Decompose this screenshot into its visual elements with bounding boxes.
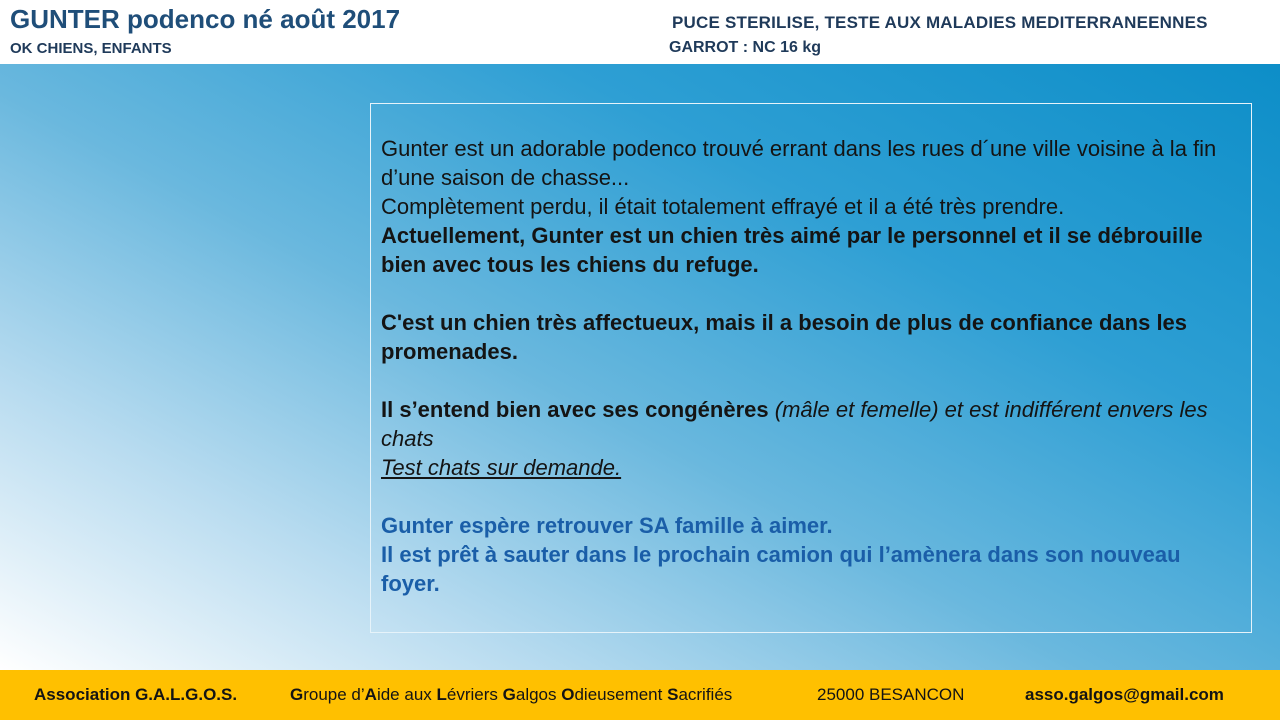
full-name-part: O bbox=[561, 685, 575, 704]
association-city: 25000 BESANCON bbox=[817, 685, 965, 704]
full-name-part: A bbox=[364, 685, 377, 704]
cat-test-note: Test chats sur demande. bbox=[381, 455, 622, 480]
header bbox=[0, 0, 1280, 64]
full-name-part: évriers bbox=[446, 685, 503, 704]
full-name-part: L bbox=[436, 685, 447, 704]
temperament-paragraph: C'est un chien très affectueux, mais il a besoin de plus de confiance dans les promenades. bbox=[381, 310, 1188, 364]
full-name-part: G bbox=[502, 685, 516, 704]
full-name-part: roupe d’ bbox=[303, 685, 365, 704]
intro-paragraph: Gunter est un adorable podenco trouvé errant dans les rues d´une ville voisine à la fin d’une saison de chasse... bbox=[381, 136, 1217, 190]
footer-bar bbox=[0, 670, 1280, 720]
page-title: GUNTER podenco né août 2017 bbox=[10, 4, 401, 34]
full-name-part: acrifiés bbox=[678, 685, 733, 704]
contact-email[interactable]: asso.galgos@gmail.com bbox=[1025, 685, 1224, 704]
height-weight-line: GARROT : NC 16 kg bbox=[669, 39, 822, 56]
family-wish: Gunter espère retrouver SA famille à aimer. bbox=[381, 513, 833, 538]
compatibility-paragraph bbox=[381, 395, 1241, 453]
compatibility-line: OK CHIENS, ENFANTS bbox=[10, 40, 172, 57]
shelter-paragraph: Actuellement, Gunter est un chien très aimé par le personnel et il se débrouille bien avec tous les chiens du refuge. bbox=[381, 223, 1203, 277]
full-name-part: algos bbox=[515, 685, 562, 704]
compatibility-italic: (mâle et femelle) et est indifférent envers les chats bbox=[381, 397, 1208, 451]
compatibility-bold: Il s’entend bien avec ses congénères bbox=[381, 397, 769, 422]
full-name-part: S bbox=[667, 685, 679, 704]
association-name: Association G.A.L.G.O.S. bbox=[34, 685, 238, 704]
history-paragraph: Complètement perdu, il était totalement effrayé et il a été très prendre. bbox=[381, 194, 1065, 219]
full-name-part: G bbox=[290, 685, 304, 704]
health-status-line: PUCE STERILISE, TESTE AUX MALADIES MEDITERRANEENNES bbox=[672, 13, 1208, 32]
ready-message: Il est prêt à sauter dans le prochain camion qui l’amènera dans son nouveau foyer. bbox=[381, 542, 1181, 596]
full-name-part: dieusement bbox=[574, 685, 668, 704]
full-name-part: ide aux bbox=[376, 685, 437, 704]
association-full-name bbox=[290, 685, 732, 705]
description-box bbox=[370, 103, 1252, 633]
